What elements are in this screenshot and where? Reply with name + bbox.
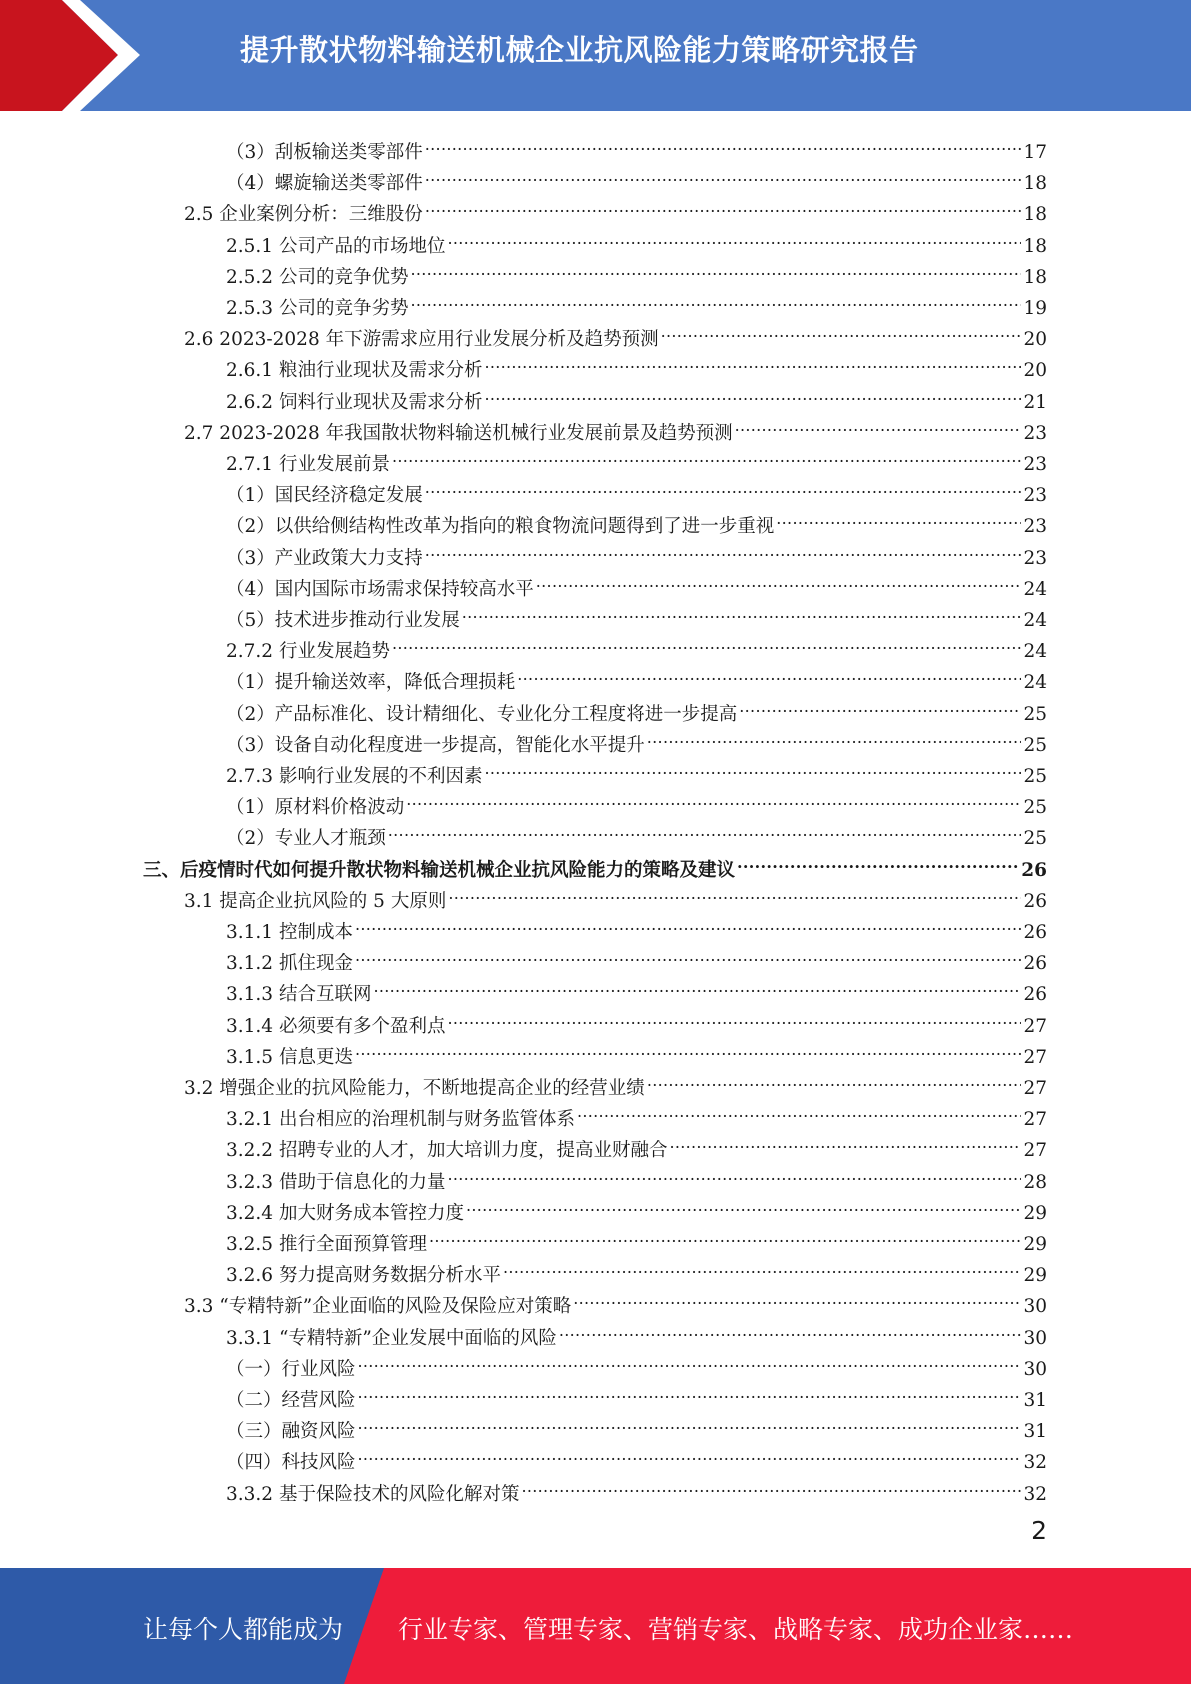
toc-entry-page: 25	[1023, 734, 1047, 756]
toc-entry-label: 2.5.1 公司产品的市场地位	[226, 235, 446, 257]
toc-entry-page: 23	[1023, 454, 1047, 475]
toc-entry[interactable]	[184, 189, 1047, 226]
toc-leader-dots	[447, 1001, 1021, 1032]
toc-leader-dots	[661, 314, 1022, 345]
toc-leader-dots	[355, 1032, 1022, 1063]
toc-entry-label: 3.1 提高企业抗风险的 5 大原则	[184, 890, 447, 912]
toc-entry-label: 2.6.1 粮油行业现状及需求分析	[226, 360, 483, 382]
toc-leader-dots	[410, 252, 1021, 283]
toc-entry-label: 2.6.2 饲料行业现状及需求分析	[226, 391, 483, 413]
toc-entry-page: 25	[1023, 766, 1047, 787]
toc-leader-dots	[484, 345, 1021, 376]
toc-entry[interactable]	[226, 720, 1047, 756]
toc-entry-label: 2.5 企业案例分析：三维股份	[184, 204, 423, 226]
toc-entry-page: 18	[1023, 235, 1047, 257]
toc-leader-dots	[410, 283, 1021, 314]
toc-entry[interactable]	[226, 283, 1047, 319]
toc-entry[interactable]	[226, 470, 1047, 507]
toc-entry[interactable]	[226, 595, 1047, 631]
toc-leader-dots	[373, 969, 1021, 1000]
toc-entry[interactable]	[226, 969, 1047, 1006]
toc-entry-label: （四）科技风险	[226, 1452, 356, 1474]
toc-entry-page: 27	[1023, 1046, 1047, 1068]
toc-entry[interactable]	[226, 689, 1047, 725]
toc-leader-dots	[425, 189, 1022, 220]
toc-entry-label: 3.1.1 控制成本	[226, 922, 353, 943]
toc-entry-page: 20	[1023, 329, 1047, 351]
toc-entry[interactable]	[226, 1437, 1047, 1474]
toc-entry-page: 30	[1023, 1296, 1047, 1318]
toc-entry-page: 25	[1023, 797, 1047, 819]
toc-entry-label: （3）刮板输送类零部件	[226, 142, 423, 163]
toc-entry-page: 31	[1023, 1390, 1047, 1411]
toc-leader-dots	[388, 813, 1022, 844]
toc-entry[interactable]	[226, 221, 1047, 257]
toc-entry-page: 30	[1023, 1327, 1047, 1349]
toc-entry[interactable]	[226, 1219, 1047, 1255]
toc-leader-dots	[484, 751, 1021, 782]
toc-leader-dots	[358, 1375, 1022, 1406]
toc-entry-page: 29	[1023, 1234, 1047, 1255]
toc-entry[interactable]	[226, 252, 1047, 288]
toc-entry-page: 18	[1023, 204, 1047, 226]
toc-entry[interactable]	[226, 626, 1047, 663]
footer-slogan-left: 让每个人都能成为	[143, 1615, 344, 1644]
toc-entry-label: （2）专业人才瓶颈	[226, 828, 386, 850]
toc-entry[interactable]	[184, 1063, 1047, 1099]
toc-entry-page: 20	[1023, 360, 1047, 382]
toc-entry-label: 3.3 “专精特新”企业面临的风险及保险应对策略	[184, 1296, 572, 1318]
toc-entry[interactable]	[226, 564, 1047, 600]
toc-leader-dots	[737, 845, 1019, 876]
toc-leader-dots	[735, 408, 1022, 439]
toc-leader-dots	[739, 689, 1021, 720]
toc-leader-dots	[358, 1406, 1022, 1437]
toc-entry[interactable]	[226, 1250, 1047, 1287]
toc-entry-page: 24	[1023, 610, 1047, 631]
toc-leader-dots	[425, 470, 1022, 501]
toc-entry[interactable]	[226, 1094, 1047, 1131]
toc-entry[interactable]	[226, 127, 1047, 163]
toc-entry-page: 19	[1023, 298, 1047, 319]
toc-entry[interactable]	[226, 907, 1047, 943]
toc-entry-label: （三）融资风险	[226, 1421, 356, 1443]
toc-entry-label: 三、后疫情时代如何提升散状物料输送机械企业抗风险能力的策略及建议	[143, 859, 736, 881]
toc-leader-dots	[425, 127, 1022, 158]
toc-entry-label: 3.2.3 借助于信息化的力量	[226, 1171, 446, 1193]
toc-entry-page: 31	[1023, 1421, 1047, 1443]
toc-leader-dots	[517, 657, 1021, 688]
toc-entry-page: 23	[1023, 485, 1047, 507]
toc-leader-dots	[355, 938, 1022, 969]
toc-entry-page: 24	[1023, 672, 1047, 694]
footer-banner	[0, 1568, 1191, 1684]
toc-entry-label: 3.3.2 基于保险技术的风险化解对策	[226, 1483, 520, 1505]
toc-entry-label: 3.2 增强企业的抗风险能力，不断地提高企业的经营业绩	[184, 1078, 645, 1099]
toc-entry-page: 17	[1023, 142, 1047, 163]
toc-entry[interactable]	[184, 408, 1047, 444]
toc-entry-label: （4）国内国际市场需求保持较高水平	[226, 578, 534, 600]
toc-entry-page: 18	[1023, 266, 1047, 288]
toc-entry[interactable]	[184, 1281, 1047, 1318]
toc-entry[interactable]	[226, 813, 1047, 850]
toc-entry[interactable]	[226, 345, 1047, 382]
toc-entry-label: 2.7.3 影响行业发展的不利因素	[226, 766, 483, 787]
toc-entry-label: （3）设备自动化程度进一步提高，智能化水平提升	[226, 734, 645, 756]
toc-entry[interactable]	[226, 1313, 1047, 1349]
toc-leader-dots	[521, 1469, 1021, 1500]
toc-entry-page: 27	[1023, 1140, 1047, 1162]
toc-leader-dots	[425, 158, 1022, 189]
toc-entry-label: （一）行业风险	[226, 1358, 356, 1380]
toc-entry-label: 2.7.1 行业发展前景	[226, 454, 390, 475]
toc-entry-label: 2.5.2 公司的竞争优势	[226, 266, 409, 288]
toc-leader-dots	[406, 782, 1021, 813]
toc-entry-page: 23	[1023, 516, 1047, 538]
toc-entry-page: 25	[1023, 703, 1047, 725]
toc-entry-label: 3.1.3 结合互联网	[226, 984, 372, 1006]
toc-entry[interactable]	[226, 1157, 1047, 1193]
toc-leader-dots	[577, 1094, 1021, 1125]
toc-leader-dots	[429, 1219, 1021, 1250]
toc-leader-dots	[466, 1188, 1021, 1219]
toc-entry-label: 3.2.2 招聘专业的人才，加大培训力度，提高业财融合	[226, 1140, 668, 1162]
toc-leader-dots	[503, 1250, 1021, 1281]
toc-entry-label: 3.2.4 加大财务成本管控力度	[226, 1202, 464, 1224]
toc-leader-dots	[358, 1344, 1022, 1375]
toc-leader-dots	[573, 1281, 1021, 1312]
toc-leader-dots	[425, 533, 1022, 564]
toc-leader-dots	[447, 1157, 1021, 1188]
toc-entry-page: 32	[1023, 1452, 1047, 1474]
toc-entry-page: 24	[1023, 578, 1047, 600]
toc-entry-label: 2.7 2023-2028 年我国散状物料输送机械行业发展前景及趋势预测	[184, 422, 733, 444]
page-number: 2	[1031, 1516, 1047, 1545]
toc-entry-label: （5）技术进步推动行业发展	[226, 610, 460, 631]
toc-entry-page: 26	[1023, 890, 1047, 912]
toc-entry[interactable]	[226, 158, 1047, 195]
toc-entry[interactable]	[226, 657, 1047, 694]
toc-entry-label: 2.5.3 公司的竞争劣势	[226, 298, 409, 319]
toc-entry-label: 3.1.4 必须要有多个盈利点	[226, 1015, 446, 1037]
toc-leader-dots	[447, 221, 1021, 252]
toc-entry[interactable]	[226, 1375, 1047, 1411]
toc-leader-dots	[776, 501, 1021, 532]
toc-entry-label: 2.6 2023-2028 年下游需求应用行业发展分析及趋势预测	[184, 329, 659, 351]
toc-entry-label: 3.2.6 努力提高财务数据分析水平	[226, 1265, 501, 1287]
toc-entry[interactable]	[226, 533, 1047, 569]
toc-leader-dots	[392, 626, 1021, 657]
toc-entry-page: 26	[1021, 859, 1047, 881]
toc-entry-page: 28	[1023, 1171, 1047, 1193]
toc-entry-page: 27	[1023, 1015, 1047, 1037]
toc-entry-page: 18	[1023, 173, 1047, 195]
toc-entry-page: 21	[1023, 391, 1047, 413]
toc-entry[interactable]	[226, 782, 1047, 819]
report-title: 提升散状物料输送机械企业抗风险能力策略研究报告	[240, 33, 919, 67]
toc-entry-page: 29	[1023, 1265, 1047, 1287]
toc-entry-label: （2）以供给侧结构性改革为指向的粮食物流问题得到了进一步重视	[226, 516, 775, 538]
toc-entry[interactable]	[226, 501, 1047, 538]
toc-entry[interactable]	[226, 1001, 1047, 1037]
toc-entry[interactable]	[184, 876, 1047, 912]
toc-leader-dots	[559, 1313, 1022, 1344]
toc-entry-label: 3.1.2 抓住现金	[226, 953, 353, 975]
toc-entry[interactable]	[184, 314, 1047, 351]
toc-entry-page: 24	[1023, 641, 1047, 663]
toc-entry-page: 26	[1023, 922, 1047, 943]
toc-entry-page: 23	[1023, 422, 1047, 444]
toc-entry-page: 25	[1023, 828, 1047, 850]
toc-leader-dots	[392, 439, 1021, 470]
toc-entry-page: 27	[1023, 1109, 1047, 1131]
toc-entry-label: 3.3.1 “专精特新”企业发展中面临的风险	[226, 1327, 557, 1349]
toc-entry[interactable]	[226, 377, 1047, 413]
toc-entry-label: 3.2.5 推行全面预算管理	[226, 1234, 427, 1255]
toc-entry[interactable]	[226, 1406, 1047, 1443]
toc-entry[interactable]	[143, 845, 1047, 881]
toc-leader-dots	[484, 377, 1021, 408]
toc-entry-label: 3.2.1 出台相应的治理机制与财务监管体系	[226, 1109, 575, 1131]
toc-entry-label: （1）国民经济稳定发展	[226, 485, 423, 507]
toc-entry-page: 29	[1023, 1202, 1047, 1224]
header-banner	[0, 0, 1191, 111]
toc-entry-page: 30	[1023, 1358, 1047, 1380]
footer-slogan-right: 行业专家、管理专家、营销专家、战略专家、成功企业家……	[398, 1615, 1074, 1644]
toc-leader-dots	[448, 876, 1021, 907]
toc-entry-label: （1）原材料价格波动	[226, 797, 405, 819]
toc-entry-label: （3）产业政策大力支持	[226, 547, 423, 569]
toc-entry[interactable]	[226, 938, 1047, 975]
toc-entry-page: 27	[1023, 1078, 1047, 1099]
toc-entry[interactable]	[226, 1125, 1047, 1162]
toc-entry-label: （二）经营风险	[226, 1390, 356, 1411]
toc-entry[interactable]	[226, 439, 1047, 475]
toc-entry-label: （1）提升输送效率，降低合理损耗	[226, 672, 516, 694]
toc-leader-dots	[669, 1125, 1021, 1156]
toc-entry-page: 23	[1023, 547, 1047, 569]
toc-entry[interactable]	[226, 1469, 1047, 1505]
toc-entry-label: 2.7.2 行业发展趋势	[226, 641, 390, 663]
toc-entry[interactable]	[226, 1188, 1047, 1224]
toc-leader-dots	[462, 595, 1022, 626]
toc-entry-label: （4）螺旋输送类零部件	[226, 173, 423, 195]
toc-leader-dots	[647, 1063, 1022, 1094]
toc-entry[interactable]	[226, 1032, 1047, 1068]
toc-leader-dots	[358, 1437, 1022, 1468]
toc-entry-label: 3.1.5 信息更迭	[226, 1046, 353, 1068]
toc-leader-dots	[647, 720, 1022, 751]
toc-entry[interactable]	[226, 1344, 1047, 1380]
toc-entry-page: 26	[1023, 984, 1047, 1006]
toc-entry[interactable]	[226, 751, 1047, 787]
header-arrow-decoration	[0, 0, 160, 111]
toc-entry-label: （2）产品标准化、设计精细化、专业化分工程度将进一步提高	[226, 703, 738, 725]
toc-leader-dots	[536, 564, 1022, 595]
toc-entry-page: 32	[1023, 1483, 1047, 1505]
toc-entry-page: 26	[1023, 953, 1047, 975]
toc-leader-dots	[355, 907, 1022, 938]
